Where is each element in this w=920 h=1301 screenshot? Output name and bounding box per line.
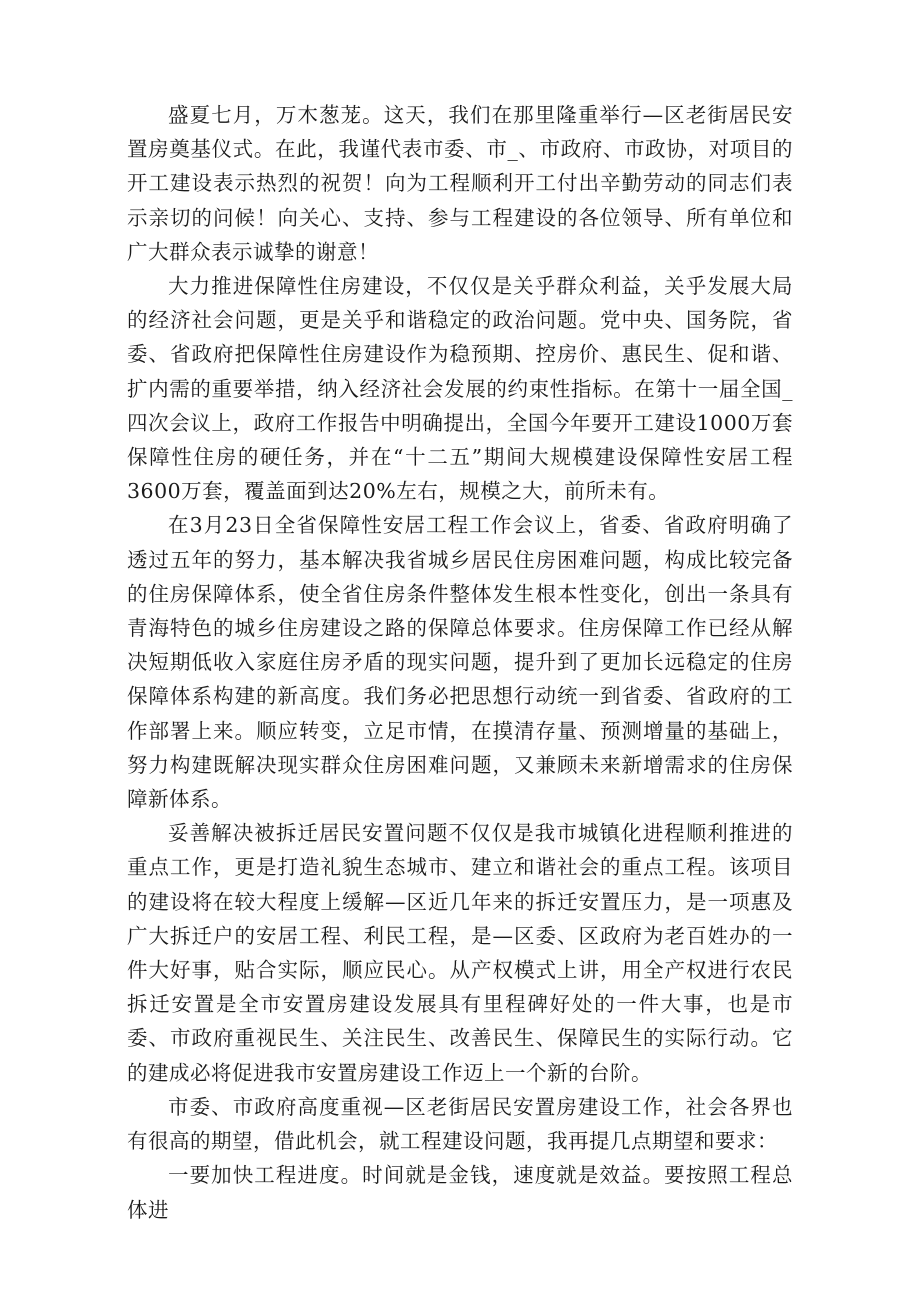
paragraph-6: 一要加快工程进度。时间就是金钱，速度就是效益。要按照工程总体进 [127,1163,793,1222]
paragraph-1: 盛夏七月，万木葱茏。这天，我们在那里隆重举行—区老街居民安置房奠基仪式。在此，我谨代表市委、市_、市政府、市政协，对项目的开工建设表示热烈的祝贺！向为工程顺利开工付出辛勤劳动的同志们表示亲切的问候！向关心、支持、参与工程建设的各位领导、所有单位和广大群众表示诚挚的谢意！ [127,103,793,264]
paragraph-3: 在3月23日全省保障性安居工程工作会议上，省委、省政府明确了透过五年的努力，基本解决我省城乡居民住房困难问题，构成比较完备的住房保障体系，使全省住房条件整体发生根本性变化，创出一条具有青海特色的城乡住房建设之路的保障总体要求。住房保障工作已经从解决短期低收入家庭住房矛盾的现实问题，提升到了更加长远稳定的住房保障体系构建的新高度。我们务必把思想行动统一到省委、省政府的工作部署上来。顺应转变，立足市情，在摸清存量、预测增量的基础上，努力构建既解决现实群众住房困难问题，又兼顾未来新增需求的住房保障新体系。 [127,513,793,812]
document-body [127,98,793,1227]
paragraph-2: 大力推进保障性住房建设，不仅仅是关乎群众利益，关乎发展大局的经济社会问题，更是关乎和谐稳定的政治问题。党中央、国务院，省委、省政府把保障性住房建设作为稳预期、控房价、惠民生、促和谐、扩内需的重要举措，纳入经济社会发展的约束性指标。在第十一届全国_四次会议上，政府工作报告中明确提出，全国今年要开工建设1000万套保障性住房的硬任务，并在“十二五”期间大规模建设保障性安居工程3600万套，覆盖面到达20%左右，规模之大，前所未有。 [127,274,793,504]
paragraph-4: 妥善解决被拆迁居民安置问题不仅仅是我市城镇化进程顺利推进的重点工作，更是打造礼貌生态城市、建立和谐社会的重点工程。该项目的建设将在较大程度上缓解—区近几年来的拆迁安置压力，是一项惠及广大拆迁户的安居工程、利民工程，是—区委、区政府为老百姓办的一件大好事，贴合实际，顺应民心。从产权模式上讲，用全产权进行农民拆迁安置是全市安置房建设发展具有里程碑好处的一件大事，也是市委、市政府重视民生、关注民生、改善民生、保障民生的实际行动。它的建成必将促进我市安置房建设工作迈上一个新的台阶。 [127,821,793,1085]
paragraph-5: 市委、市政府高度重视—区老街居民安置房建设工作，社会各界也有很高的期望，借此机会，就工程建设问题，我再提几点期望和要求： [127,1094,793,1154]
